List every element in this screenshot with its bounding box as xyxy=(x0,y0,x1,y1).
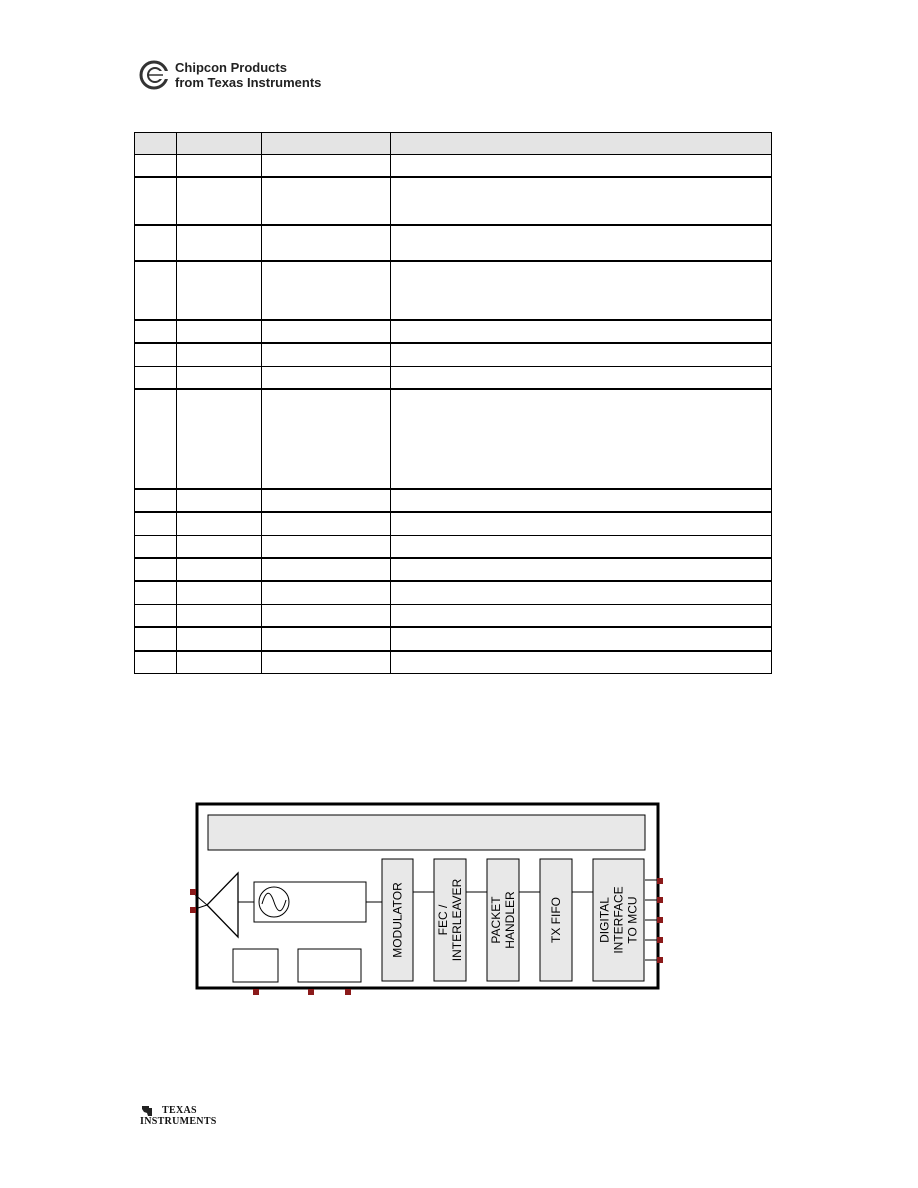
ti-logo-line-1: TEXAS xyxy=(162,1105,197,1116)
oscillator-block xyxy=(254,882,366,922)
mcu-pin xyxy=(657,897,663,903)
digital-label: INTERFACE xyxy=(611,886,626,954)
fec-label: INTERLEAVER xyxy=(450,878,464,962)
rf-pin xyxy=(190,907,196,913)
mcu-pin xyxy=(657,957,663,963)
mcu-pin xyxy=(657,917,663,923)
top-bar-block xyxy=(208,815,645,850)
brand-line-2: from Texas Instruments xyxy=(175,75,322,90)
mcu-pin xyxy=(657,878,663,884)
bottom-pin xyxy=(308,989,314,995)
modulator-label: MODULATOR xyxy=(390,882,405,958)
digital-label: DIGITAL xyxy=(597,897,612,943)
txfifo-label: TX FIFO xyxy=(549,897,563,943)
brand-line-1: Chipcon Products xyxy=(175,60,287,75)
packet-label: PACKET xyxy=(489,896,503,944)
packet-label: HANDLER xyxy=(503,891,517,949)
fec-label: FEC / xyxy=(436,904,450,936)
rf-pin xyxy=(190,889,196,895)
digital-label: TO MCU xyxy=(625,896,640,944)
small-block-left xyxy=(233,949,278,982)
mcu-pin xyxy=(657,937,663,943)
small-block-right xyxy=(298,949,361,982)
bottom-pin xyxy=(345,989,351,995)
bottom-pin xyxy=(253,989,259,995)
ti-logo-line-2: INSTRUMENTS xyxy=(140,1116,217,1127)
